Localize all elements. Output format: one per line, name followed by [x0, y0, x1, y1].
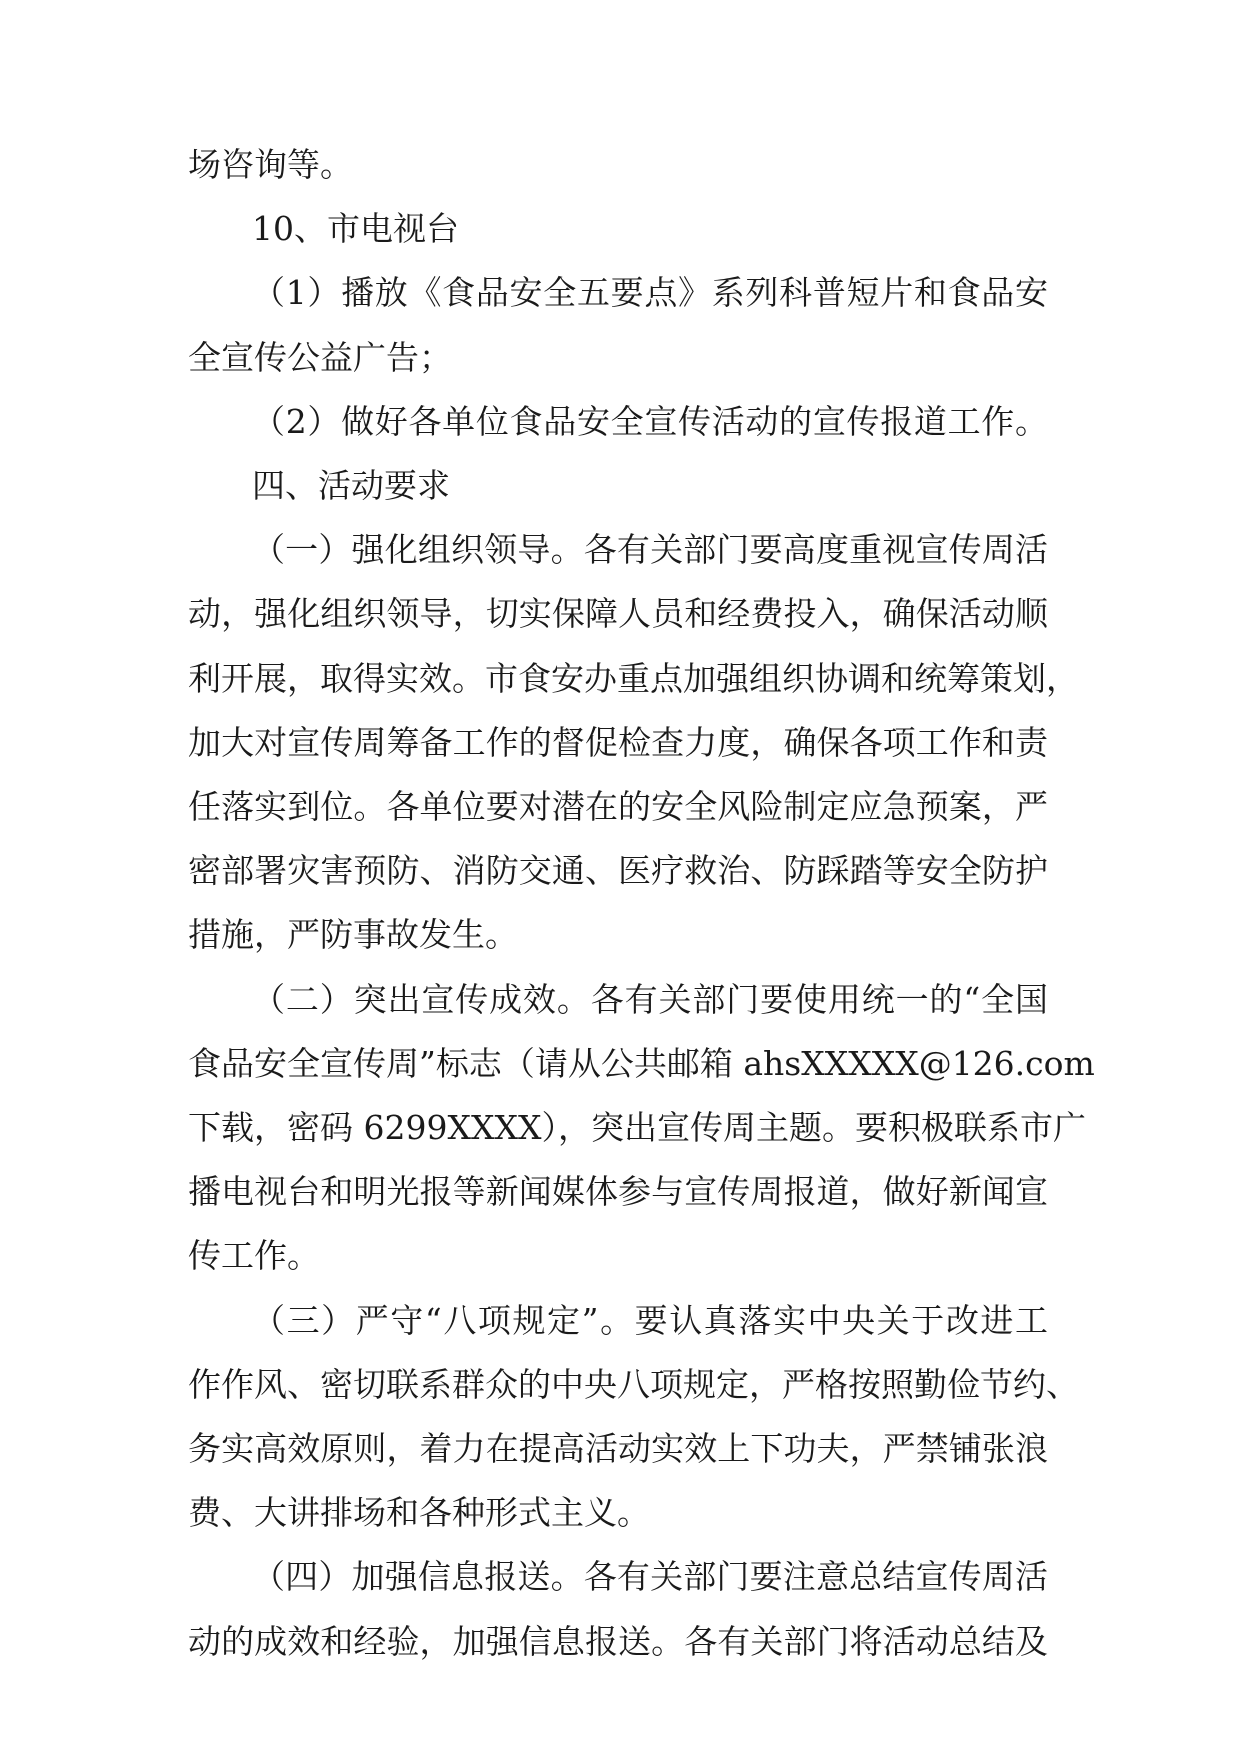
body-text-line: （2）做好各单位食品安全宣传活动的宣传报道工作。: [252, 401, 1048, 441]
body-text-line: 动的成效和经验，加强信息报送。各有关部门将活动总结及: [188, 1621, 1048, 1661]
body-text-line: 全宣传公益广告；: [188, 337, 452, 377]
body-text-line: 措施，严防事故发生。: [188, 915, 518, 955]
body-text-line: 加大对宣传周筹备工作的督促检查力度，确保各项工作和责: [188, 722, 1048, 762]
body-text-line: 10、市电视台: [252, 209, 459, 249]
body-text-line: 作作风、密切联系群众的中央八项规定，严格按照勤俭节约、: [188, 1364, 1079, 1404]
body-text-line: （一）强化组织领导。各有关部门要高度重视宣传周活: [252, 530, 1048, 570]
body-text-line: 场咨询等。: [188, 145, 353, 184]
body-text-line: 传工作。: [188, 1236, 320, 1276]
body-text-line: （1）播放《食品安全五要点》系列科普短片和食品安: [252, 273, 1048, 313]
body-text-line: （二）突出宣传成效。各有关部门要使用统一的“全国: [252, 979, 1048, 1019]
body-text-line: 动，强化组织领导，切实保障人员和经费投入，确保活动顺: [188, 594, 1048, 634]
body-text-line: 四、活动要求: [252, 466, 450, 505]
body-text-line: 密部署灾害预防、消防交通、医疗救治、防踩踏等安全防护: [188, 851, 1048, 891]
body-text-line: 利开展，取得实效。市食安办重点加强组织协调和统筹策划，: [188, 658, 1079, 698]
body-text-line: 务实高效原则，着力在提高活动实效上下功夫，严禁铺张浪: [188, 1429, 1048, 1468]
body-text-line: 下载，密码 6299XXXX），突出宣传周主题。要积极联系市广: [188, 1108, 1086, 1147]
body-text-line: 播电视台和明光报等新闻媒体参与宣传周报道，做好新闻宣: [188, 1172, 1048, 1212]
body-text-line: 任落实到位。各单位要对潜在的安全风险制定应急预案，严: [188, 787, 1048, 826]
body-text-line: （三）严守“八项规定”。要认真落实中央关于改进工: [252, 1300, 1048, 1340]
body-text-line: （四）加强信息报送。各有关部门要注意总结宣传周活: [252, 1557, 1048, 1597]
body-text-line: 费、大讲排场和各种形式主义。: [188, 1493, 650, 1533]
body-text-line: 食品安全宣传周”标志（请从公共邮箱 ahsXXXXX@126.com: [188, 1043, 1095, 1083]
